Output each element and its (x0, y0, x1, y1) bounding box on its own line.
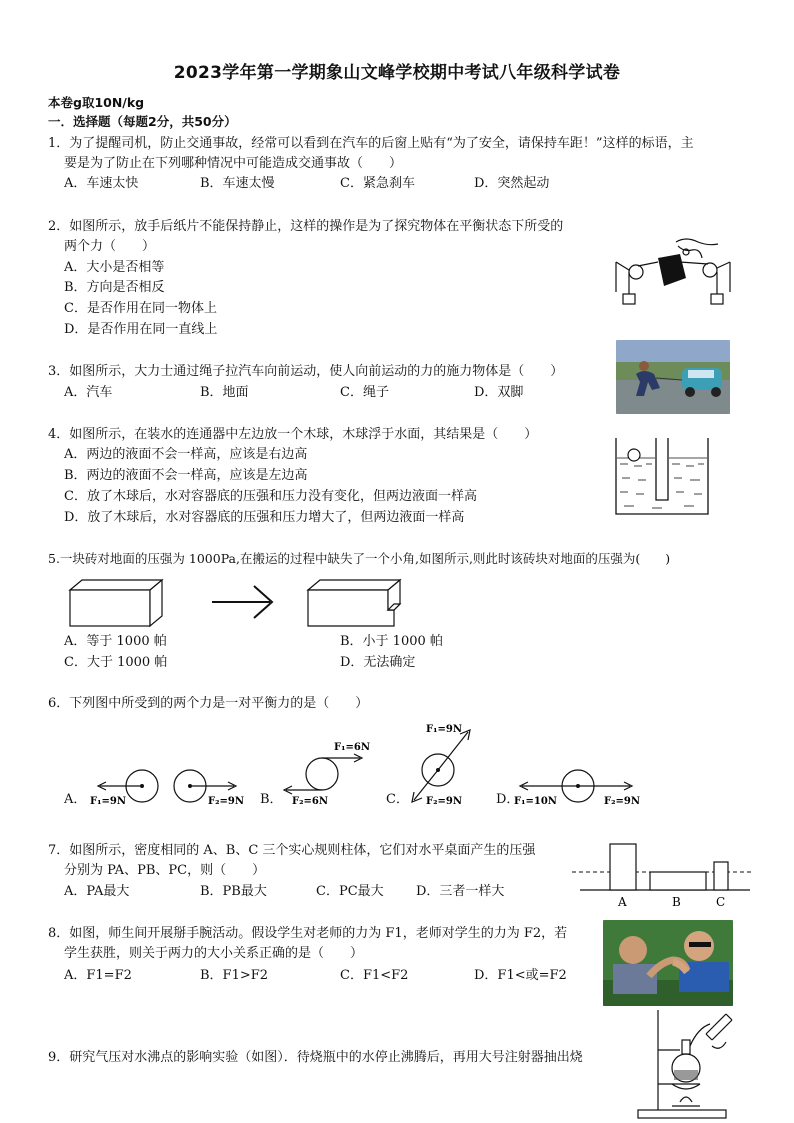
q3-option-d[interactable]: D．双脚 (474, 385, 524, 400)
q1-option-b[interactable]: B．车速太慢 (200, 176, 275, 191)
q2-option-c[interactable]: C．是否作用在同一物体上 (64, 301, 217, 316)
q2-stem-line2: 两个力（ ） (64, 239, 156, 254)
q6-d-left-label: F₁=10N (514, 796, 557, 807)
q3-option-c[interactable]: C．绳子 (340, 385, 389, 400)
q3-stem: 3．如图所示，大力士通过绳子拉汽车向前运动，使人向前运动的力的施力物体是（ ） (48, 364, 564, 379)
q6-b-bottom-label: F₂=6N (292, 796, 328, 807)
q5-option-b[interactable]: B．小于 1000 帕 (340, 634, 443, 649)
q4-option-a[interactable]: A．两边的液面不会一样高，应该是右边高 (64, 447, 308, 462)
q8-option-a[interactable]: A．F1=F2 (64, 968, 132, 983)
q6-a-right-label: F₂=9N (208, 796, 244, 807)
q7-option-d[interactable]: D．三者一样大 (416, 884, 505, 899)
q6-c-top-label: F₁=9N (426, 724, 462, 735)
q2-option-b[interactable]: B．方向是否相反 (64, 280, 165, 295)
q2-stem-line1: 2．如图所示，放手后纸片不能保持静止，这样的操作是为了探究物体在平衡状态下所受的 (48, 219, 564, 234)
q7-option-b[interactable]: B．PB最大 (200, 884, 267, 899)
gravity-note: 本卷g取10N/kg (48, 95, 145, 110)
q5-option-d[interactable]: D．无法确定 (340, 655, 416, 670)
q6-b-top-label: F₁=6N (334, 742, 370, 753)
q5-brick-figure (66, 576, 416, 630)
q6-a-left-label: F₁=9N (90, 796, 126, 807)
q7-option-a[interactable]: A．PA最大 (64, 884, 130, 899)
q6-figure-a (84, 766, 244, 810)
q9-boiling-flask-apparatus (628, 1006, 738, 1122)
q6-figure-c (400, 720, 480, 810)
q2-card-pulley-figure (606, 232, 736, 314)
q6-option-c[interactable]: C． (386, 792, 409, 807)
q2-option-d[interactable]: D．是否作用在同一直线上 (64, 322, 218, 337)
q4-option-d[interactable]: D．放了木球后，水对容器底的压强和压力增大了，但两边液面一样高 (64, 510, 465, 525)
q8-option-b[interactable]: B．F1>F2 (200, 968, 269, 983)
q8-option-c[interactable]: C．F1<F2 (340, 968, 409, 983)
q4-option-c[interactable]: C．放了木球后，水对容器底的压强和压力没有变化，但两边液面一样高 (64, 489, 477, 504)
q1-option-c[interactable]: C．紧急刹车 (340, 176, 415, 191)
q7-stem-line1: 7．如图所示，密度相同的 A、B、C 三个实心规则柱体，它们对水平桌面产生的压强 (48, 843, 536, 858)
q5-stem: 5.一块砖对地面的压强为 1000Pa,在搬运的过程中缺失了一个小角,如图所示,则此时该砖块对地面的压强为( ) (48, 551, 671, 566)
q3-option-b[interactable]: B．地面 (200, 385, 249, 400)
q5-option-c[interactable]: C．大于 1000 帕 (64, 655, 168, 670)
q7-cylinders-figure (572, 838, 752, 912)
q6-option-b[interactable]: B． (260, 792, 283, 807)
q6-figure-b (280, 736, 370, 808)
q1-option-a[interactable]: A．车速太快 (64, 176, 139, 191)
q6-figure-d (512, 766, 642, 810)
q8-stem-line1: 8．如图，师生间开展掰手腕活动。假设学生对老师的力为 F1，老师对学生的力为 F2，若 (48, 926, 568, 941)
q6-option-d[interactable]: D． (496, 792, 520, 807)
q4-connected-vessel-figure (612, 434, 712, 518)
q8-stem-line2: 学生获胜，则关于两力的大小关系正确的是（ ） (64, 946, 364, 961)
section-heading: 一．选择题（每题2分，共50分） (48, 114, 237, 129)
q4-option-b[interactable]: B．两边的液面不会一样高，应该是左边高 (64, 468, 308, 483)
q1-option-d[interactable]: D．突然起动 (474, 176, 550, 191)
q6-option-a[interactable]: A． (64, 792, 87, 807)
q8-arm-wrestling-photo (603, 920, 733, 1006)
page-title: 2023学年第一学期象山文峰学校期中考试八年级科学试卷 (173, 63, 621, 83)
q3-option-a[interactable]: A．汽车 (64, 385, 113, 400)
q5-option-a[interactable]: A．等于 1000 帕 (64, 634, 167, 649)
q7-label-c: C (716, 895, 726, 909)
q7-stem-line2: 分别为 PA、PB、PC，则（ ） (64, 863, 266, 878)
q6-stem: 6．下列图中所受到的两个力是一对平衡力的是（ ） (48, 696, 369, 711)
q7-label-a: A (618, 895, 627, 909)
q1-stem-line2: 要是为了防止在下列哪种情况中可能造成交通事故（ ） (64, 156, 403, 171)
q9-stem-line1: 9．研究气压对水沸点的影响实验（如图）．待烧瓶中的水停止沸腾后，再用大号注射器抽出烧 (48, 1050, 583, 1065)
q6-d-right-label: F₂=9N (604, 796, 640, 807)
q2-option-a[interactable]: A．大小是否相等 (64, 260, 165, 275)
q7-label-b: B (672, 895, 681, 909)
q8-option-d[interactable]: D．F1<或=F2 (474, 968, 567, 983)
q3-strongman-car-photo (616, 340, 730, 414)
q1-stem-line1: 1．为了提醒司机，防止交通事故，经常可以看到在汽车的后窗上贴有“为了安全，请保持车距！”这样的标语，主 (48, 136, 694, 151)
q4-stem: 4．如图所示，在装水的连通器中左边放一个木球，木球浮于水面，其结果是（ ） (48, 427, 538, 442)
q7-option-c[interactable]: C．PC最大 (316, 884, 384, 899)
q6-c-bottom-label: F₂=9N (426, 796, 462, 807)
